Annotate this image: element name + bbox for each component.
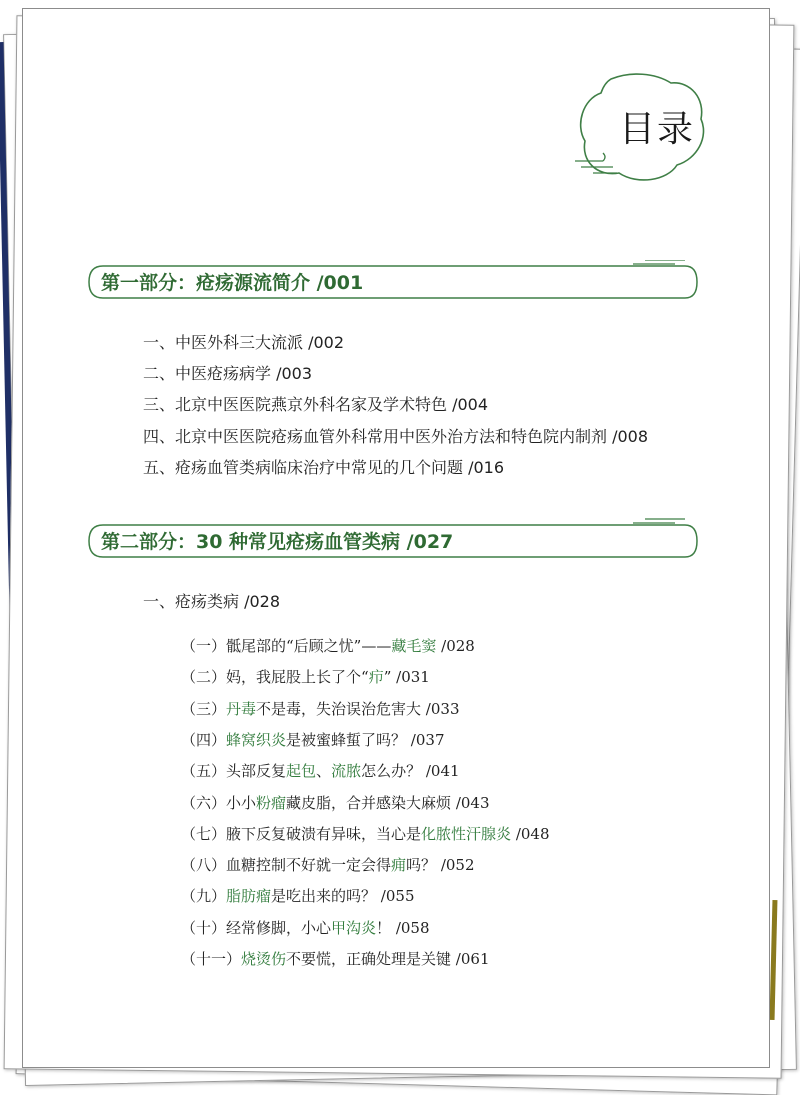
toc-subentry-text: 不要慌，正确处理是关键 /061 <box>286 950 490 968</box>
toc-keyword: 起包 <box>286 762 317 780</box>
toc-subentry-text: 妈，我屁股上长了个“ <box>226 668 369 686</box>
part-banner <box>85 517 707 561</box>
toc-keyword: 丹毒 <box>226 700 257 718</box>
toc-subentry[interactable] <box>181 792 490 813</box>
toc-keyword: 化脓性汗腺炎 <box>421 825 512 843</box>
toc-subentry[interactable] <box>181 760 460 781</box>
toc-entry[interactable]: 四、北京中医医院疮疡血管外科常用中医外治方法和特色院内制剂 /008 <box>143 427 649 446</box>
toc-keyword: 烧烫伤 <box>241 950 287 968</box>
toc-keyword: 脂肪瘤 <box>226 887 272 905</box>
toc-subentry-text: 不是毒，失治误治危害大 /033 <box>256 700 460 718</box>
toc-subentry-text: /028 <box>436 637 475 655</box>
toc-section[interactable]: 一、疮疡类病 /028 <box>143 592 281 611</box>
toc-subentry-number: （九） <box>181 887 227 905</box>
toc-keyword: 甲沟炎 <box>331 919 377 937</box>
toc-keyword: 痈 <box>391 856 407 874</box>
toc-subentry[interactable] <box>181 917 430 938</box>
toc-subentry-number: （六） <box>181 794 227 812</box>
toc-subentry-number: （五） <box>181 762 227 780</box>
toc-subentry[interactable] <box>181 948 490 969</box>
toc-subentry-text: 小小 <box>226 794 257 812</box>
toc-subentry[interactable] <box>181 823 550 844</box>
toc-entry[interactable]: 二、中医疮疡病学 /003 <box>143 364 313 383</box>
part-title: 第二部分：30 种常见疮疡血管类病 /027 <box>101 531 454 553</box>
toc-subentry-text: ！ /058 <box>376 919 430 937</box>
toc-entry[interactable]: 三、北京中医医院燕京外科名家及学术特色 /004 <box>143 395 489 414</box>
toc-subentry-text: 是被蜜蜂蜇了吗？ /037 <box>286 731 445 749</box>
page-title: 目录 <box>618 109 695 150</box>
toc-subentry-text: 头部反复 <box>226 762 287 780</box>
toc-subentry-text: 骶尾部的“后顾之忧”—— <box>226 637 392 655</box>
toc-subentry-text: 是吃出来的吗？ /055 <box>271 887 415 905</box>
toc-subentry-text: ” /031 <box>383 668 430 686</box>
toc-keyword: 流脓 <box>331 762 362 780</box>
toc-subentry-text: 怎么办？ /041 <box>361 762 460 780</box>
toc-subentry-text: 经常修脚，小心 <box>226 919 332 937</box>
toc-keyword: 疖 <box>368 668 384 686</box>
toc-keyword: 蜂窝织炎 <box>226 731 287 749</box>
toc-subentry-text: 、 <box>316 762 332 780</box>
toc-page <box>22 8 770 1068</box>
toc-subentry-number: （十） <box>181 919 227 937</box>
toc-subentry[interactable] <box>181 729 444 750</box>
toc-subentry-number: （七） <box>181 825 227 843</box>
toc-subentry[interactable] <box>181 698 460 719</box>
part-banner <box>85 260 707 304</box>
toc-entry[interactable]: 一、中医外科三大流派 /002 <box>143 333 345 352</box>
toc-subentry-number: （四） <box>181 731 227 749</box>
toc-subentry[interactable] <box>181 854 475 875</box>
toc-subentry-number: （一） <box>181 637 227 655</box>
toc-subentry-text: 腋下反复破溃有异味，当心是 <box>226 825 422 843</box>
toc-subentry-number: （八） <box>181 856 227 874</box>
toc-subentry-number: （十一） <box>181 950 242 968</box>
toc-keyword: 藏毛窦 <box>391 637 437 655</box>
toc-subentry-number: （三） <box>181 700 227 718</box>
toc-subentry-text: 吗？ /052 <box>406 856 475 874</box>
toc-keyword: 粉瘤 <box>256 794 287 812</box>
toc-subentry[interactable] <box>181 666 430 687</box>
part-title: 第一部分：疮疡源流简介 /001 <box>101 272 364 294</box>
toc-subentry-number: （二） <box>181 668 227 686</box>
toc-subentry[interactable] <box>181 885 414 906</box>
toc-entry[interactable]: 五、疮疡血管类病临床治疗中常见的几个问题 /016 <box>143 458 505 477</box>
toc-subentry-text: /048 <box>511 825 550 843</box>
toc-subentry-text: 藏皮脂，合并感染大麻烦 /043 <box>286 794 490 812</box>
toc-subentry[interactable] <box>181 635 475 656</box>
toc-subentry-text: 血糖控制不好就一定会得 <box>226 856 392 874</box>
